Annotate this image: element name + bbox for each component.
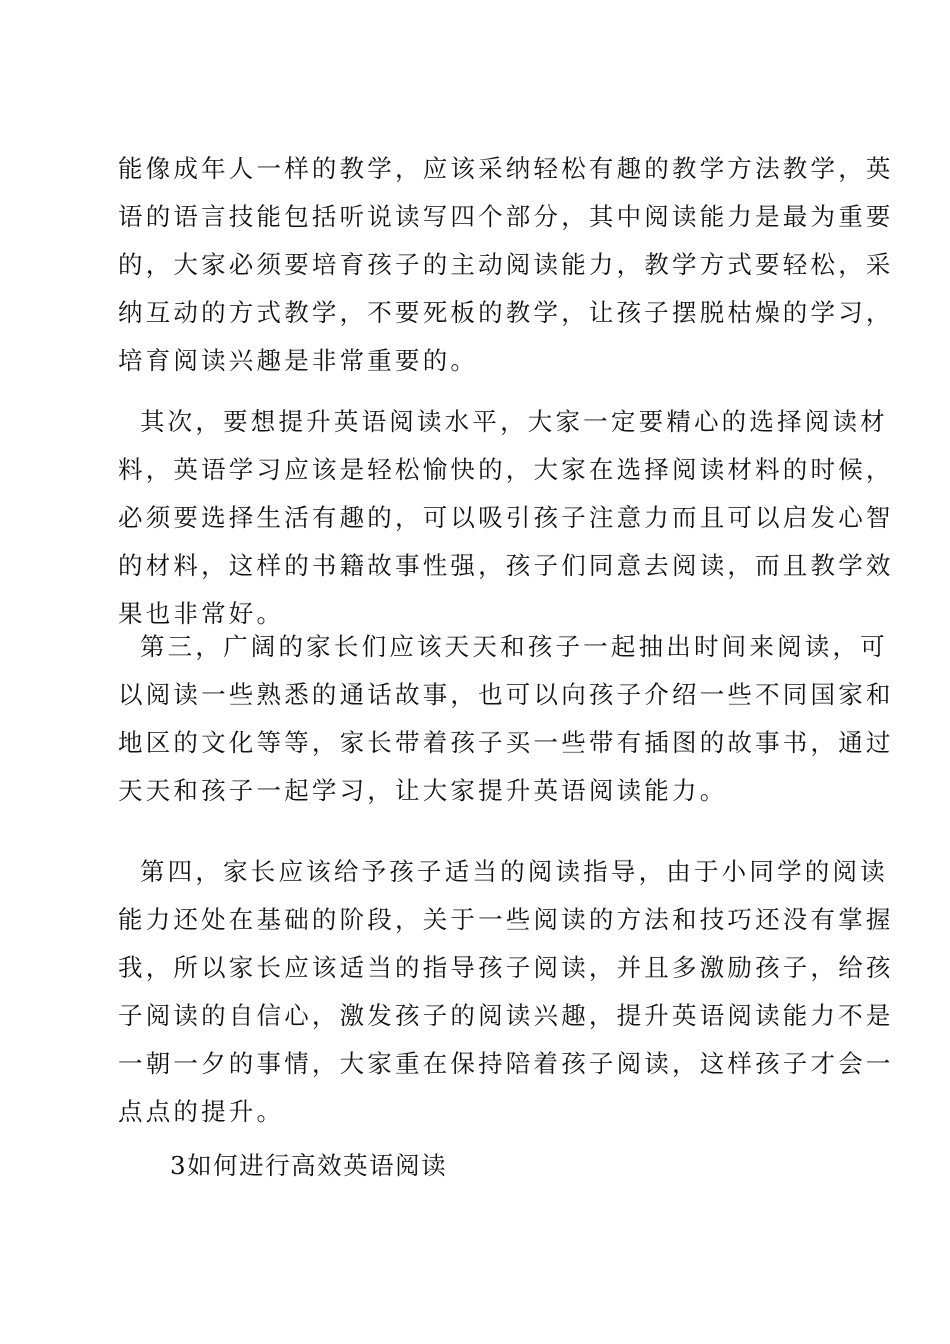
paragraph-line: 天天和孩子一起学习，让大家提升英语阅读能力。 xyxy=(118,776,728,805)
paragraph-line: 我，所以家长应该适当的指导孩子阅读，并且多激励孩子，给孩 xyxy=(118,953,894,982)
paragraph-line: 以阅读一些熟悉的通话故事，也可以向孩子介绍一些不同国家和 xyxy=(118,680,894,709)
paragraph-line: 能像成年人一样的教学，应该采纳轻松有趣的教学方法教学，英 xyxy=(118,154,894,183)
paragraph-3 xyxy=(118,623,894,815)
paragraph-line: 点点的提升。 xyxy=(118,1097,285,1126)
paragraph-line: 语的语言技能包括听说读写四个部分，其中阅读能力是最为重要 xyxy=(118,202,894,231)
paragraph-line: 果也非常好。 xyxy=(118,599,285,628)
paragraph-line: 必须要选择生活有趣的，可以吸引孩子注意力而且可以启发心智 xyxy=(118,503,894,532)
paragraph-line: 子阅读的自信心，激发孩子的阅读兴趣，提升英语阅读能力不是 xyxy=(118,1001,894,1030)
paragraph-1 xyxy=(118,145,894,385)
paragraph-line: 培育阅读兴趣是非常重要的。 xyxy=(118,346,479,375)
paragraph-line: 地区的文化等等，家长带着孩子买一些带有插图的故事书，通过 xyxy=(118,728,894,757)
paragraph-line: 第三，广阔的家长们应该天天和孩子一起抽出时间来阅读，可 xyxy=(118,632,888,661)
paragraph-line: 第四，家长应该给予孩子适当的阅读指导，由于小同学的阅读 xyxy=(118,857,888,886)
paragraph-line: 的材料，这样的书籍故事性强，孩子们同意去阅读，而且教学效 xyxy=(118,551,894,580)
paragraph-line: 一朝一夕的事情，大家重在保持陪着孩子阅读，这样孩子才会一 xyxy=(118,1049,894,1078)
section-heading: 3如何进行高效英语阅读 xyxy=(170,1151,448,1180)
paragraph-line: 料，英语学习应该是轻松愉快的，大家在选择阅读材料的时候， xyxy=(118,455,894,484)
paragraph-line: 纳互动的方式教学，不要死板的教学，让孩子摆脱枯燥的学习， xyxy=(118,298,894,327)
paragraph-2 xyxy=(118,398,894,638)
paragraph-line: 的，大家必须要培育孩子的主动阅读能力，教学方式要轻松，采 xyxy=(118,250,894,279)
paragraph-line: 能力还处在基础的阶段，关于一些阅读的方法和技巧还没有掌握 xyxy=(118,905,894,934)
paragraph-line: 其次，要想提升英语阅读水平，大家一定要精心的选择阅读材 xyxy=(118,407,888,436)
paragraph-4 xyxy=(118,848,894,1136)
